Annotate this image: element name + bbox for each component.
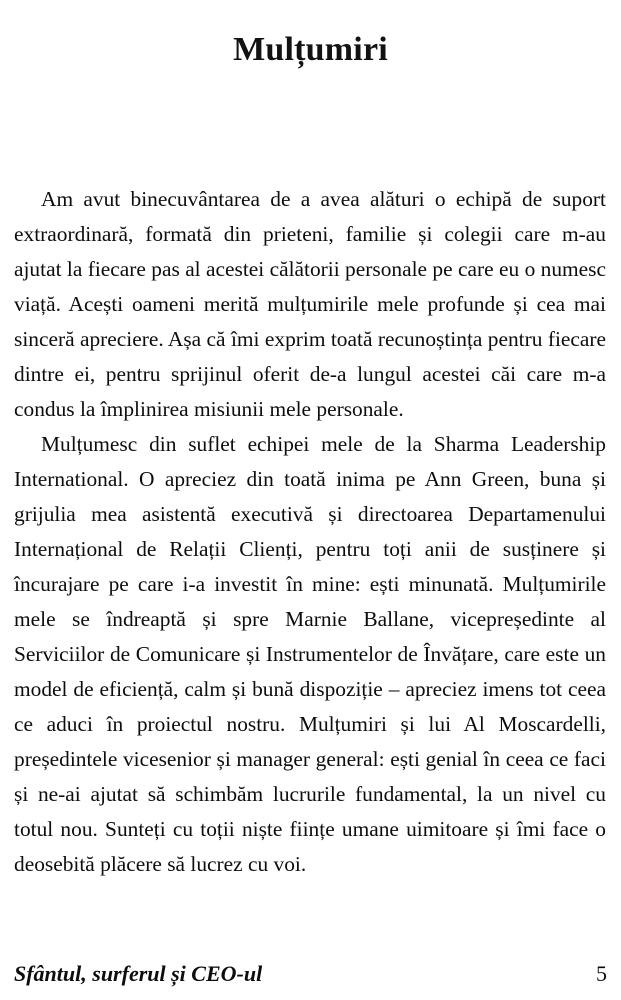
body-paragraph-2: Mulțumesc din suflet echipei mele de la Sharma Leadership International. O apreciez din toată inima pe Ann Green, buna și grijulia mea asistentă executivă și directoarea Departamenului Internațional de Relații Clienți, pentru toți anii de susținere și încurajare pe care i-a investit în mine: ești minunată. Mulțumirile mele se îndreaptă și spre Marnie Ballane, vicepreședinte al Serviciilor de Comunicare și Instrumentelor de Învățare, care este un model de eficiență, calm și bună dispoziție – apreciez imens tot ceea ce aduci în proiectul nostru. Mulțumiri și lui Al Moscardelli, președintele vicesenior și manager general: ești genial în ceea ce faci și ne-ai ajutat să schimbăm lucrurile fundamental, la un nivel cu totul nou. Sunteți cu toții niște ființe umane uimitoare și îmi face o deosebită plăcere să lucrez cu voi. (14, 432, 606, 876)
page-title: Mulțumiri (233, 30, 388, 68)
body-paragraph-1: Am avut binecuvântarea de a avea alături o echipă de suport extraordinară, formată din prieteni, familie și colegii care m-au ajutat la fiecare pas al acestei călătorii personale pe care eu o numesc viață. Acești oameni merită mulțumirile mele profunde și cea mai sinceră apreciere. Așa că îmi exprim toată recunoștința pentru fiecare dintre ei, pentru sprijinul oferit de-a lungul acestei căi care m-a condus la împlinirea misiunii mele personale. (14, 187, 606, 421)
body-text-block (14, 182, 606, 882)
page-footer (14, 960, 607, 994)
footer-page-number: 5 (596, 961, 607, 986)
footer-book-title: Sfântul, surferul și CEO-ul (14, 961, 263, 986)
